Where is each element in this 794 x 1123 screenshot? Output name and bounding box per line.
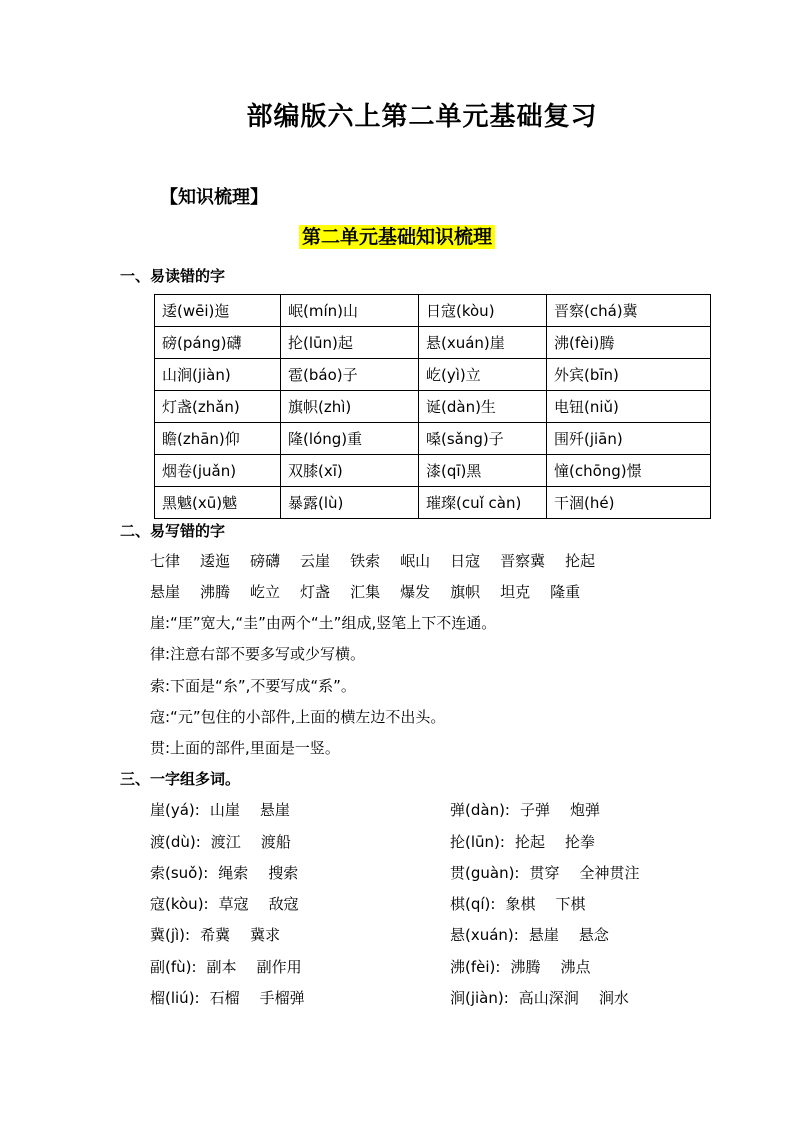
table-cell: 外宾(bīn) xyxy=(547,359,711,391)
word-item: 爆发 xyxy=(400,583,431,601)
word-item: 沸腾 xyxy=(200,583,231,601)
group-head: 棋(qí): xyxy=(450,895,496,913)
table-cell: 日寇(kòu) xyxy=(419,295,547,327)
writing-note: 律:注意右部不要多写或少写横。 xyxy=(150,645,366,663)
group-word: 全神贯注 xyxy=(579,864,640,882)
word-item: 逶迤 xyxy=(200,552,231,570)
group-head: 渡(dù): xyxy=(150,833,201,851)
table-row xyxy=(155,327,711,359)
word-item: 屹立 xyxy=(250,583,281,601)
table-cell: 逶(wēi)迤 xyxy=(155,295,281,327)
word-group-left xyxy=(150,862,298,883)
word-item: 坦克 xyxy=(500,583,531,601)
writing-note: 索:下面是“糸”,不要写成“系”。 xyxy=(150,677,356,695)
word-group-right xyxy=(450,831,595,852)
table-cell: 旗帜(zhì) xyxy=(281,391,419,423)
table-cell: 悬(xuán)崖 xyxy=(419,327,547,359)
document-title: 部编版六上第二单元基础复习 xyxy=(246,102,598,132)
writing-note: 贯:上面的部件,里面是一竖。 xyxy=(150,739,340,757)
word-group-left xyxy=(150,956,302,977)
table-cell: 隆(lóng)重 xyxy=(281,423,419,455)
word-item: 汇集 xyxy=(350,583,381,601)
table-row xyxy=(155,391,711,423)
table-cell: 暴露(lù) xyxy=(281,487,419,519)
word-item: 悬崖 xyxy=(150,583,181,601)
group-head: 弹(dàn): xyxy=(450,801,510,819)
table-row xyxy=(155,487,711,519)
word-item: 岷山 xyxy=(400,552,431,570)
table-cell: 雹(báo)子 xyxy=(281,359,419,391)
word-item: 旗帜 xyxy=(450,583,481,601)
group-word: 渡船 xyxy=(260,833,291,851)
group-head: 贯(guàn): xyxy=(450,864,520,882)
section2-heading: 二、易写错的字 xyxy=(120,522,226,540)
group-head: 悬(xuán): xyxy=(450,926,519,944)
group-word: 沸腾 xyxy=(510,958,541,976)
word-group-left xyxy=(150,831,291,852)
group-word: 涧水 xyxy=(598,989,629,1007)
table-cell: 晋察(chá)冀 xyxy=(547,295,711,327)
table-cell: 山涧(jiàn) xyxy=(155,359,281,391)
group-word: 敌寇 xyxy=(268,895,299,913)
group-head: 寇(kòu): xyxy=(150,895,209,913)
table-cell: 电钮(niǔ) xyxy=(547,391,711,423)
group-word: 沸点 xyxy=(560,958,591,976)
word-item: 日寇 xyxy=(450,552,481,570)
word-item: 铁索 xyxy=(350,552,381,570)
group-word: 手榴弹 xyxy=(259,989,305,1007)
table-cell: 磅(páng)礴 xyxy=(155,327,281,359)
table-cell: 围歼(jiān) xyxy=(547,423,711,455)
table-cell: 璀璨(cuǐ càn) xyxy=(419,487,547,519)
group-word: 抡拳 xyxy=(564,833,595,851)
word-group-left xyxy=(150,987,305,1008)
group-head: 索(suǒ): xyxy=(150,864,209,882)
word-group-left xyxy=(150,893,299,914)
group-word: 山崖 xyxy=(209,801,240,819)
group-word: 炮弹 xyxy=(570,801,601,819)
table-cell: 沸(fèi)腾 xyxy=(547,327,711,359)
group-head: 冀(jì): xyxy=(150,926,191,944)
word-group-right xyxy=(450,987,629,1008)
group-head: 沸(fèi): xyxy=(450,958,501,976)
word-item: 七律 xyxy=(150,552,181,570)
section3-heading: 三、一字组多词。 xyxy=(120,770,241,788)
knowledge-section-tag: 【知识梳理】 xyxy=(160,187,268,208)
table-cell: 双膝(xī) xyxy=(281,455,419,487)
miswritten-line-2 xyxy=(150,581,600,602)
group-word: 悬念 xyxy=(578,926,609,944)
group-word: 副作用 xyxy=(256,958,302,976)
group-head: 副(fù): xyxy=(150,958,197,976)
group-word: 悬崖 xyxy=(528,926,559,944)
table-row xyxy=(155,359,711,391)
group-word: 下棋 xyxy=(555,895,586,913)
word-group-right xyxy=(450,924,609,945)
word-item: 晋察冀 xyxy=(500,552,546,570)
table-cell: 灯盏(zhǎn) xyxy=(155,391,281,423)
writing-note: 寇:“元”包住的小部件,上面的横左边不出头。 xyxy=(150,708,446,726)
word-group-left xyxy=(150,799,290,820)
table-cell: 屹(yì)立 xyxy=(419,359,547,391)
group-word: 象棋 xyxy=(505,895,536,913)
writing-note: 崖:“厓”宽大,“圭”由两个“土”组成,竖笔上下不连通。 xyxy=(150,614,497,632)
table-cell: 抡(lūn)起 xyxy=(281,327,419,359)
word-group-right xyxy=(450,862,640,883)
word-item: 隆重 xyxy=(550,583,581,601)
table-row xyxy=(155,455,711,487)
group-word: 渡江 xyxy=(210,833,241,851)
table-cell: 嗓(sǎng)子 xyxy=(419,423,547,455)
word-group-right xyxy=(450,893,585,914)
table-row xyxy=(155,423,711,455)
word-item: 灯盏 xyxy=(300,583,331,601)
table-cell: 憧(chōng)憬 xyxy=(547,455,711,487)
word-group-left xyxy=(150,924,280,945)
group-word: 抡起 xyxy=(514,833,545,851)
group-head: 抡(lūn): xyxy=(450,833,505,851)
section1-heading: 一、易读错的字 xyxy=(120,267,226,285)
group-word: 草寇 xyxy=(218,895,249,913)
unit-banner xyxy=(0,222,794,249)
group-head: 涧(jiàn): xyxy=(450,989,509,1007)
table-cell: 诞(dàn)生 xyxy=(419,391,547,423)
unit-banner-text: 第二单元基础知识梳理 xyxy=(299,225,495,249)
group-word: 搜索 xyxy=(268,864,299,882)
table-cell: 瞻(zhān)仰 xyxy=(155,423,281,455)
miswritten-line-1 xyxy=(150,550,615,571)
word-item: 抡起 xyxy=(565,552,596,570)
mispronounced-words-table xyxy=(154,294,711,519)
group-head: 榴(liú): xyxy=(150,989,200,1007)
group-word: 副本 xyxy=(206,958,237,976)
word-item: 磅礴 xyxy=(250,552,281,570)
word-group-right xyxy=(450,799,600,820)
group-word: 石榴 xyxy=(209,989,240,1007)
word-item: 云崖 xyxy=(300,552,331,570)
group-word: 悬崖 xyxy=(259,801,290,819)
group-word: 子弹 xyxy=(519,801,550,819)
group-word: 希冀 xyxy=(200,926,231,944)
table-cell: 烟卷(juǎn) xyxy=(155,455,281,487)
table-cell: 漆(qī)黑 xyxy=(419,455,547,487)
table-cell: 黑魆(xū)魆 xyxy=(155,487,281,519)
group-word: 绳索 xyxy=(218,864,249,882)
word-group-right xyxy=(450,956,590,977)
table-cell: 岷(mín)山 xyxy=(281,295,419,327)
group-word: 贯穿 xyxy=(529,864,560,882)
group-word: 高山深涧 xyxy=(518,989,579,1007)
table-row xyxy=(155,295,711,327)
group-head: 崖(yá): xyxy=(150,801,200,819)
table-cell: 干涸(hé) xyxy=(547,487,711,519)
group-word: 冀求 xyxy=(250,926,281,944)
